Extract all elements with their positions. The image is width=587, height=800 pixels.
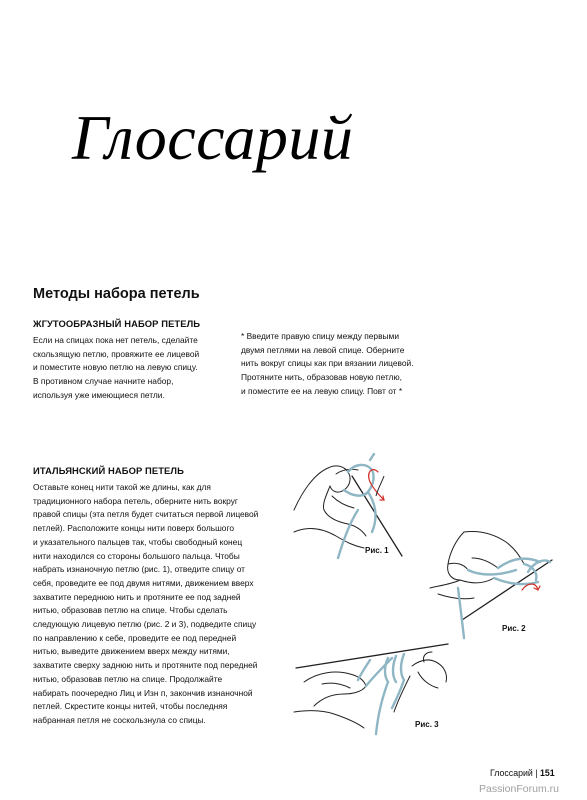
method1-col1-paragraph — [33, 334, 199, 403]
footer-label: Глоссарий — [490, 768, 533, 778]
figure-3-label: Рис. 3 — [415, 720, 439, 729]
text-line: себя, проведите ее под двумя нитями, движением вверх — [33, 577, 254, 588]
text-line: скользящую петлю, провяжите ее лицевой — [33, 348, 200, 359]
figure-1-label: Рис. 1 — [365, 546, 389, 555]
text-line: Протяните нить, образовав новую петлю, — [241, 372, 402, 383]
figure-2-illustration — [428, 528, 558, 640]
text-line: следующую лицевую петлю (рис. 2 и 3), подведите спицу — [33, 619, 257, 630]
text-line: нитью, выведите движением вверх между нитями, — [33, 646, 230, 657]
text-line: правой спицы (эта петля будет считаться первой лицевой — [33, 509, 259, 520]
page-number: 151 — [540, 768, 555, 778]
text-line: и поместите ее на левую спицу. Повт от * — [241, 385, 403, 396]
text-line: и указательного пальцев так, чтобы свободный конец — [33, 536, 243, 547]
footer-separator: | — [535, 768, 538, 778]
text-line: набранная петля не соскользнула со спицы. — [33, 714, 206, 725]
method1-heading: ЖГУТООБРАЗНЫЙ НАБОР ПЕТЕЛЬ — [33, 318, 201, 329]
text-line: по направлению к себе, проведите ее под передней — [33, 632, 237, 643]
text-line: нитью, образовав петлю на спице. Продолжайте — [33, 673, 223, 684]
text-line: захватите переднюю нить и протяните ее под задней — [33, 591, 241, 602]
text-line: Оставьте конец нити такой же длины, как для — [33, 482, 211, 492]
text-line: традиционного набора петель, оберните нить вокруг — [33, 495, 238, 506]
text-line: нити находился со стороны большого пальца. Чтобы — [33, 550, 240, 561]
text-line: используя уже имеющиеся петли. — [33, 389, 165, 400]
text-line: * Введите правую спицу между первыми — [241, 331, 399, 341]
text-line: петлей). Расположите концы нити поверх большого — [33, 523, 234, 534]
text-line: набрать изнаночную петлю (рис. 1), отведите спицу от — [33, 564, 245, 575]
text-line: Если на спицах пока нет петель, сделайте — [33, 335, 198, 345]
text-line: В противном случае начните набор, — [33, 376, 174, 387]
method1-col2-paragraph — [241, 330, 414, 399]
footer — [490, 768, 555, 778]
text-line: двумя петлями на левой спице. Оберните — [241, 344, 405, 355]
figure-2-label: Рис. 2 — [502, 624, 526, 633]
text-line: и поместите новую петлю на левую спицу. — [33, 362, 198, 373]
text-line: набирать поочередно Лиц и Изн п, закончив изнаночной — [33, 687, 253, 698]
method2-paragraph — [33, 481, 258, 728]
text-line: петлей. Скрестите концы нитей, чтобы последняя — [33, 701, 228, 712]
text-line: захватите сверху заднюю нить и протяните под передней — [33, 660, 258, 671]
page-title: Глоссарий — [72, 102, 354, 173]
text-line: нитью, образовав петлю на спице. Чтобы сделать — [33, 605, 228, 616]
method2-heading: ИТАЛЬЯНСКИЙ НАБОР ПЕТЕЛЬ — [33, 465, 184, 476]
text-line: нить вокруг спицы как при вязании лицевой. — [241, 358, 414, 369]
section-heading: Методы набора петель — [33, 286, 200, 302]
figure-1-illustration — [292, 452, 407, 562]
watermark: PassionForum.ru — [479, 783, 559, 795]
